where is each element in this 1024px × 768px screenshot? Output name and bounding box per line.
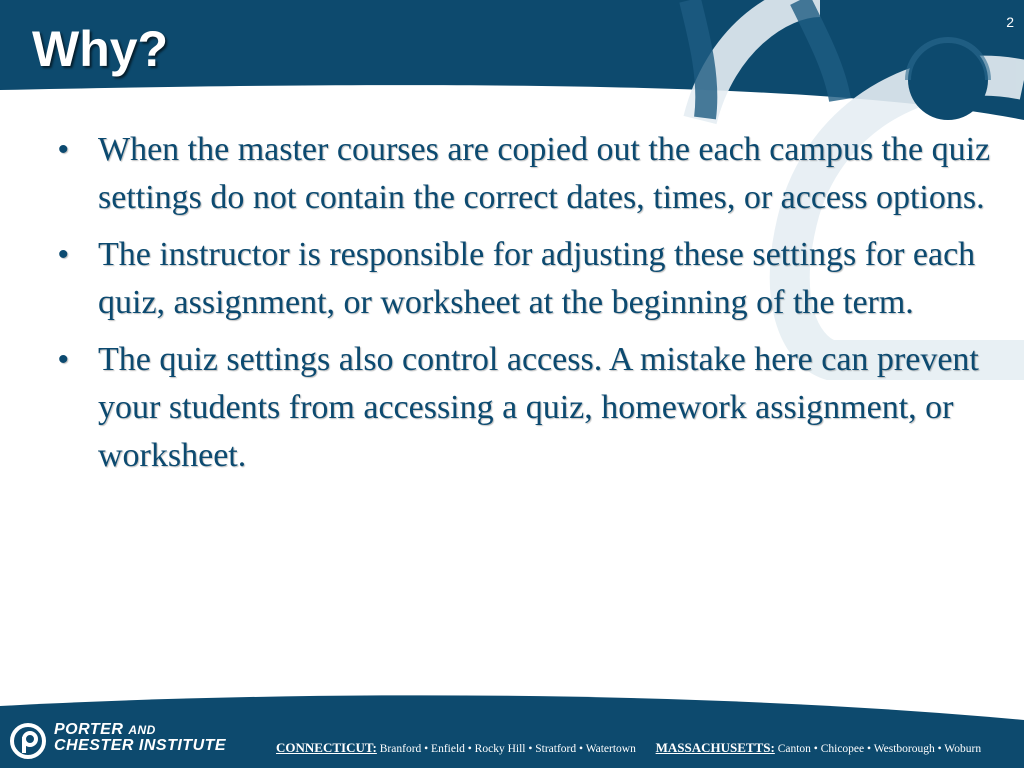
ma-locations: Canton • Chicopee • Westborough • Woburn	[777, 743, 982, 755]
bullet-list	[58, 126, 1003, 489]
state-label-ct: CONNECTICUT:	[276, 740, 377, 755]
bullet-text: When the master courses are copied out the each campus the quiz settings do not contain the correct dates, times, or access options.	[98, 131, 991, 216]
state-label-ma: MASSACHUSETTS:	[655, 740, 775, 755]
bullet-item	[58, 336, 1003, 480]
bullet-text: The quiz settings also control access. A mistake here can prevent your students from accessing a quiz, homework assignment, or worksheet.	[98, 341, 979, 474]
pci-logo-icon	[10, 723, 46, 759]
campus-locations	[276, 740, 981, 756]
brand-line1: PORTER	[54, 721, 124, 738]
bullet-text: The instructor is responsible for adjusting these settings for each quiz, assignment, or worksheet at the beginning of the term.	[98, 236, 976, 321]
bullet-item	[58, 126, 1003, 222]
footer	[0, 706, 1024, 768]
slide-title: Why?	[32, 21, 169, 77]
bullet-marker: •	[58, 238, 69, 271]
bullet-marker: •	[58, 343, 69, 376]
brand-and: AND	[128, 723, 156, 737]
bullet-marker: •	[58, 133, 69, 166]
brand-name	[54, 722, 226, 754]
ct-locations: Branford • Enfield • Rocky Hill • Stratford • Watertown	[379, 743, 636, 755]
slide-number: 2	[1006, 14, 1014, 30]
brand-line2: CHESTER INSTITUTE	[54, 737, 227, 754]
bullet-item	[58, 231, 1003, 327]
